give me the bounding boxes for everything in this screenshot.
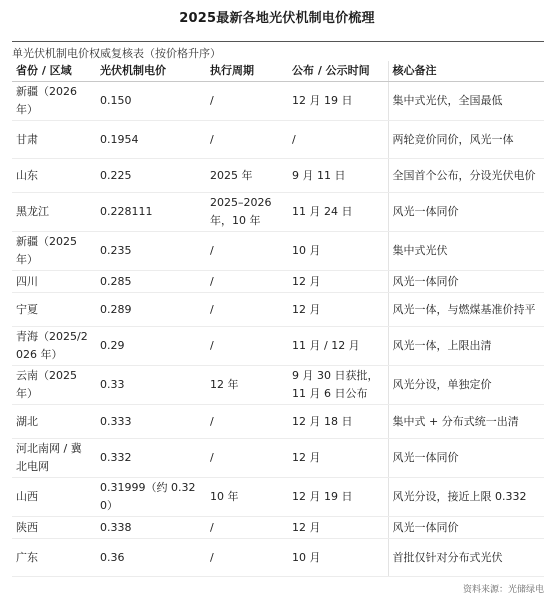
cell-note: 首批仅针对分布式光伏 — [388, 539, 544, 577]
cell-price: 0.285 — [96, 271, 206, 293]
source-credit: 资料来源：光储绿电 — [462, 585, 544, 595]
cell-period: / — [206, 271, 288, 293]
price-table — [12, 61, 544, 577]
cell-date: 12 月 — [288, 271, 388, 293]
cell-period: / — [206, 517, 288, 539]
cell-price: 0.150 — [96, 82, 206, 121]
cell-period: / — [206, 293, 288, 327]
cell-period: 10 年 — [206, 478, 288, 517]
table-row — [12, 121, 544, 159]
cell-period: / — [206, 539, 288, 577]
cell-period: / — [206, 232, 288, 271]
cell-province: 黑龙江 — [12, 193, 96, 232]
cell-date: 11 月 24 日 — [288, 193, 388, 232]
table-body — [12, 82, 544, 577]
cell-province: 陕西 — [12, 517, 96, 539]
cell-price: 0.31999（约 0.320） — [96, 478, 206, 517]
cell-date: 10 月 — [288, 539, 388, 577]
cell-date: 12 月 — [288, 439, 388, 478]
cell-date: 11 月 / 12 月 — [288, 327, 388, 366]
cell-province: 山西 — [12, 478, 96, 517]
cell-period: 2025–2026 年，10 年 — [206, 193, 288, 232]
cell-period: / — [206, 121, 288, 159]
cell-province: 河北南网 / 冀北电网 — [12, 439, 96, 478]
cell-price: 0.36 — [96, 539, 206, 577]
cell-date: 9 月 11 日 — [288, 159, 388, 193]
table-row — [12, 82, 544, 121]
cell-date: / — [288, 121, 388, 159]
cell-price: 0.332 — [96, 439, 206, 478]
cell-province: 青海（2025/2026 年） — [12, 327, 96, 366]
cell-price: 0.33 — [96, 366, 206, 405]
table-row — [12, 293, 544, 327]
table-row — [12, 193, 544, 232]
cell-date: 12 月 — [288, 517, 388, 539]
cell-date: 12 月 19 日 — [288, 82, 388, 121]
table-header-row — [12, 61, 544, 82]
cell-province: 甘肃 — [12, 121, 96, 159]
table-row — [12, 539, 544, 577]
cell-note: 风光分设，单独定价 — [388, 366, 544, 405]
cell-note: 风光一体同价 — [388, 271, 544, 293]
cell-date: 12 月 19 日 — [288, 478, 388, 517]
table-row — [12, 517, 544, 539]
cell-province: 宁夏 — [12, 293, 96, 327]
page-title: 2025最新各地光伏机制电价梳理 — [179, 11, 375, 26]
table-row — [12, 478, 544, 517]
cell-note: 全国首个公布，分设光伏电价 — [388, 159, 544, 193]
cell-province: 广东 — [12, 539, 96, 577]
header-price: 光伏机制电价 — [96, 61, 206, 82]
cell-price: 0.29 — [96, 327, 206, 366]
header-date: 公布 / 公示时间 — [288, 61, 388, 82]
cell-date: 12 月 — [288, 293, 388, 327]
table-row — [12, 405, 544, 439]
cell-province: 新疆（2025年） — [12, 232, 96, 271]
cell-period: 12 年 — [206, 366, 288, 405]
title-divider — [12, 41, 544, 42]
cell-note: 集中式光伏 — [388, 232, 544, 271]
cell-province: 山东 — [12, 159, 96, 193]
table-row — [12, 366, 544, 405]
table-row — [12, 232, 544, 271]
table-row — [12, 439, 544, 478]
cell-price: 0.333 — [96, 405, 206, 439]
cell-date: 9 月 30 日获批，11 月 6 日公布 — [288, 366, 388, 405]
cell-province: 四川 — [12, 271, 96, 293]
cell-period: / — [206, 82, 288, 121]
cell-price: 0.1954 — [96, 121, 206, 159]
cell-note: 集中式光伏，全国最低 — [388, 82, 544, 121]
cell-price: 0.228111 — [96, 193, 206, 232]
cell-province: 湖北 — [12, 405, 96, 439]
cell-period: / — [206, 327, 288, 366]
cell-note: 风光一体同价 — [388, 439, 544, 478]
table-row — [12, 271, 544, 293]
cell-note: 集中式 + 分布式统一出清 — [388, 405, 544, 439]
cell-price: 0.235 — [96, 232, 206, 271]
table-row — [12, 159, 544, 193]
cell-note: 风光一体，与燃煤基准价持平 — [388, 293, 544, 327]
cell-period: / — [206, 405, 288, 439]
cell-note: 风光分设，接近上限 0.332 — [388, 478, 544, 517]
cell-note: 风光一体同价 — [388, 517, 544, 539]
cell-date: 10 月 — [288, 232, 388, 271]
cell-period: 2025 年 — [206, 159, 288, 193]
cell-note: 两轮竞价同价，风光一体 — [388, 121, 544, 159]
cell-price: 0.289 — [96, 293, 206, 327]
cell-price: 0.338 — [96, 517, 206, 539]
header-note: 核心备注 — [388, 61, 544, 82]
header-period: 执行周期 — [206, 61, 288, 82]
cell-note: 风光一体，上限出清 — [388, 327, 544, 366]
cell-price: 0.225 — [96, 159, 206, 193]
table-subtitle: 单光伏机制电价权威复核表（按价格升序） — [12, 47, 221, 60]
cell-period: / — [206, 439, 288, 478]
cell-note: 风光一体同价 — [388, 193, 544, 232]
table-row — [12, 327, 544, 366]
header-province: 省份 / 区域 — [12, 61, 96, 82]
cell-province: 新疆（2026年） — [12, 82, 96, 121]
cell-province: 云南（2025年） — [12, 366, 96, 405]
cell-date: 12 月 18 日 — [288, 405, 388, 439]
